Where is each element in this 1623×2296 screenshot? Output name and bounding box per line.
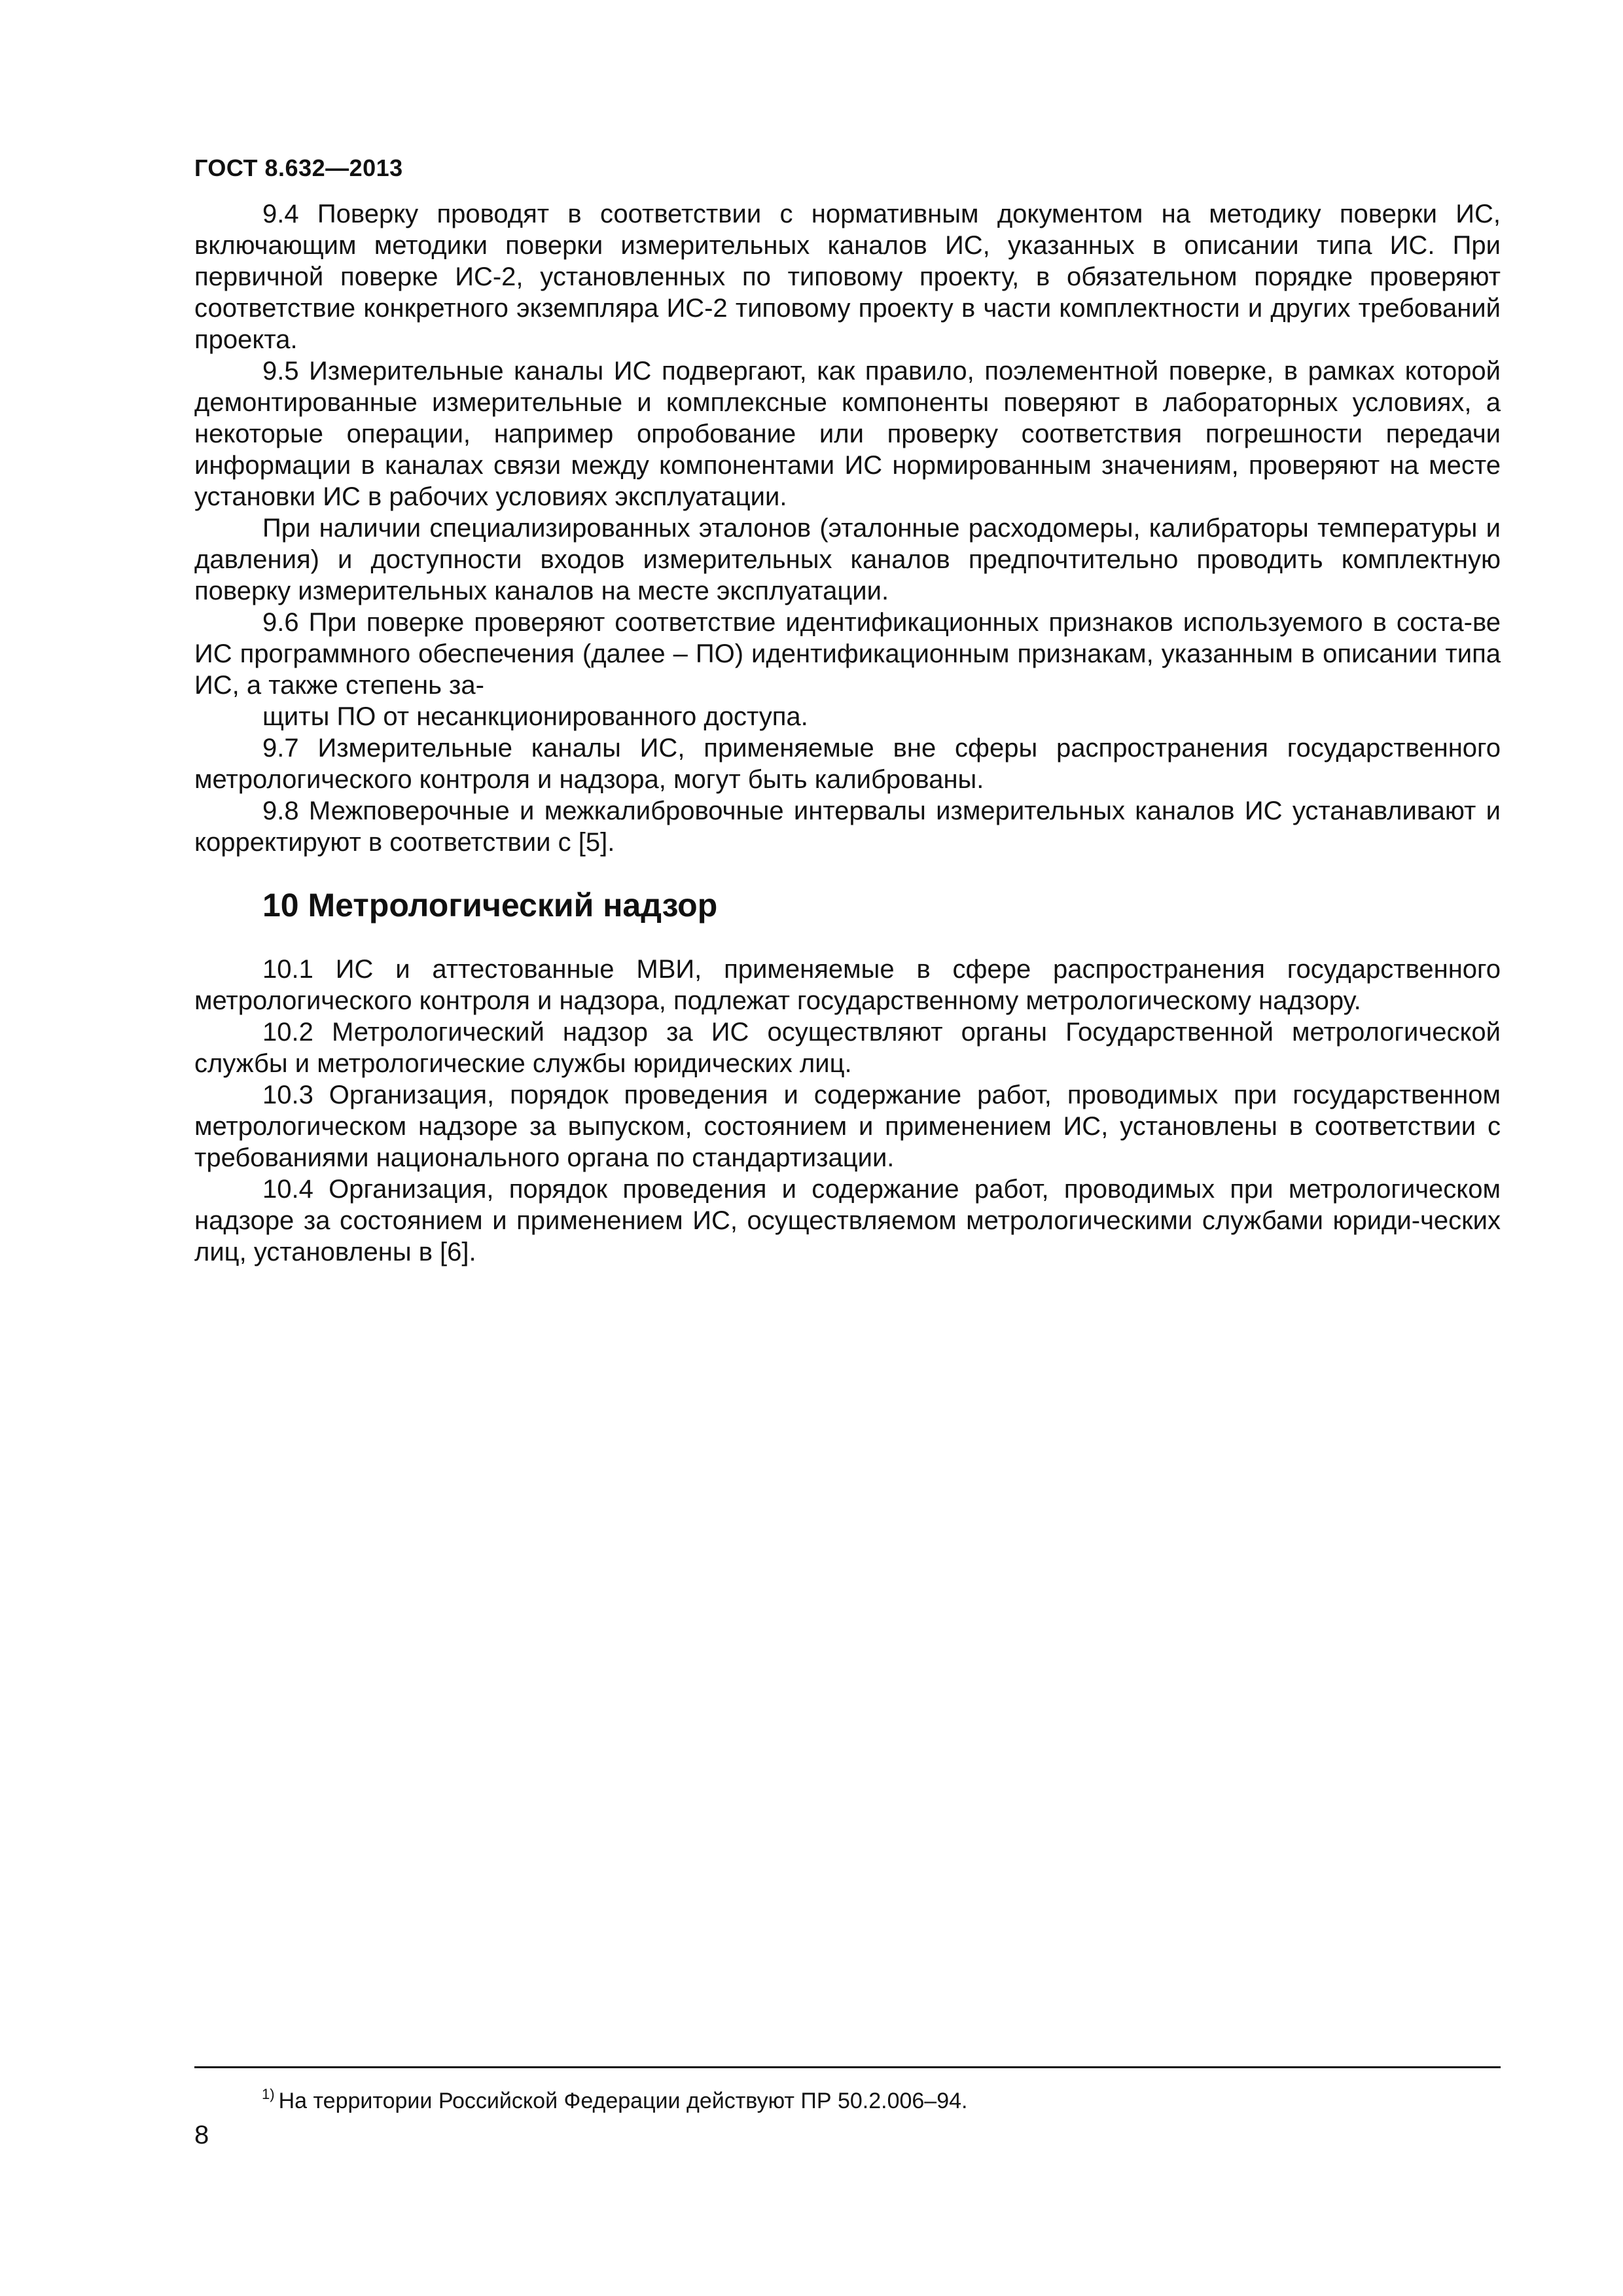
paragraph-10-3: 10.3 Организация, порядок проведения и содержание работ, проводимых при государственном метрологическом надзоре за выпуском, состоянием и применением ИС, установлены в соответствии с требованиями национального органа по стандартизации. bbox=[194, 1081, 1501, 1172]
standard-header: ГОСТ 8.632—2013 bbox=[194, 154, 403, 181]
paragraph-9-5: 9.5 Измерительные каналы ИС подвергают, как правило, поэлементной поверке, в рамках которой демонтированные измерительные и комплексные компоненты поверяют в лабораторных условиях, а некоторые операции, например опробование или проверку соответствия погрешности передачи информации в каналах связи между компонентами ИС нормированным значениям, проверяют на месте установки ИС в рабочих условиях эксплуатации. bbox=[194, 357, 1501, 511]
paragraph-10-1: 10.1 ИС и аттестованные МВИ, применяемые в сфере распространения государственного метрологического контроля и надзора, подлежат государственному метрологическому надзору. bbox=[194, 955, 1501, 1015]
body-text bbox=[194, 198, 1501, 1268]
footnote-divider bbox=[194, 2066, 1501, 2068]
footnote bbox=[262, 2080, 967, 2115]
section-10-title: 10 Метрологический надзор bbox=[262, 887, 718, 924]
paragraph-10-2: 10.2 Метрологический надзор за ИС осуществляют органы Государственной метрологической службы и метрологические службы юридических лиц. bbox=[194, 1018, 1501, 1078]
page-number: 8 bbox=[194, 2121, 209, 2149]
paragraph-9-4: 9.4 Поверку проводят в соответствии с нормативным документом на методику поверки ИС, включающим методики поверки измерительных каналов ИС, указанных в описании типа ИС. При первичной поверке ИС-2, установленных по типовому проекту, в обязательном порядке проверяют соответствие конкретного экземпляра ИС-2 типовому проекту в части комплектности и других требований проекта. bbox=[194, 200, 1501, 354]
paragraph-10-4: 10.4 Организация, порядок проведения и содержание работ, проводимых при метрологическом надзоре за состоянием и применением ИС, осуществляемом метрологическими службами юриди-ческих лиц, установлены в [6]. bbox=[194, 1175, 1501, 1266]
paragraph-9-6: 9.6 При поверке проверяют соответствие идентификационных признаков используемого в соста-ве ИС программного обеспечения (далее – ПО) идентификационным признакам, указанным в описании типа ИС, а также степень за- bbox=[194, 608, 1501, 700]
footnote-marker: 1) bbox=[262, 2086, 275, 2102]
paragraph-standards: При наличии специализированных эталонов (эталонные расходомеры, калибраторы температуры и давления) и доступности входов измерительных каналов предпочтительно проводить комплектную поверку измерительных каналов на месте эксплуатации. bbox=[194, 514, 1501, 605]
paragraph-9-6-continued: щиты ПО от несанкционированного доступа. bbox=[262, 702, 808, 731]
paragraph-9-8: 9.8 Межповерочные и межкалибровочные интервалы измерительных каналов ИС устанавливают и корректируют в соответствии с [5]. bbox=[194, 797, 1501, 857]
footnote-text: На территории Российской Федерации действуют ПР 50.2.006–94. bbox=[278, 2089, 968, 2113]
paragraph-9-7: 9.7 Измерительные каналы ИС, применяемые вне сферы распространения государственного метрологического контроля и надзора, могут быть калиброваны. bbox=[194, 734, 1501, 794]
